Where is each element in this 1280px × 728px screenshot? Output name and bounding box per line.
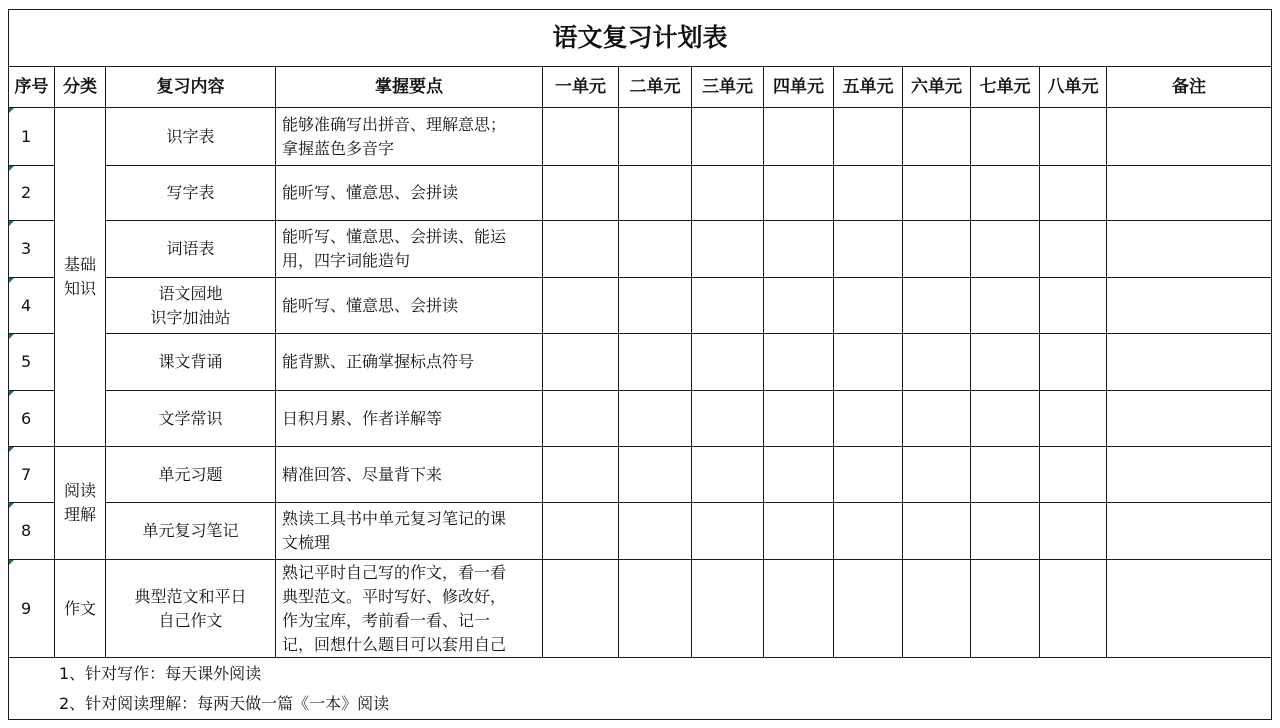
unit-cell[interactable] xyxy=(1040,108,1107,166)
cell-marker-icon xyxy=(9,334,14,339)
unit-cell[interactable] xyxy=(692,503,764,560)
category-line: 知识 xyxy=(63,279,96,298)
unit-cell[interactable] xyxy=(619,278,692,334)
header-unit-2: 二单元 xyxy=(619,67,692,108)
header-seq: 序号 xyxy=(9,67,55,108)
content-line: 课文背诵 xyxy=(158,352,223,371)
unit-cell[interactable] xyxy=(903,391,971,447)
seq-cell[interactable] xyxy=(9,334,55,391)
points-line: 用，四字词能造句 xyxy=(282,251,411,270)
unit-cell[interactable] xyxy=(619,108,692,166)
unit-cell[interactable] xyxy=(764,391,834,447)
unit-cell[interactable] xyxy=(834,221,903,278)
header-category: 分类 xyxy=(55,67,106,108)
points-cell[interactable] xyxy=(276,334,543,391)
remarks-cell[interactable] xyxy=(1107,108,1272,166)
table-row xyxy=(9,503,1272,560)
category-line: 基础 xyxy=(63,255,96,274)
unit-cell[interactable] xyxy=(971,391,1040,447)
unit-cell[interactable] xyxy=(543,221,619,278)
category-reading[interactable] xyxy=(55,447,106,560)
unit-cell[interactable] xyxy=(543,166,619,221)
content-cell[interactable] xyxy=(106,391,276,447)
header-unit-4: 四单元 xyxy=(764,67,834,108)
points-cell[interactable] xyxy=(276,108,543,166)
unit-cell[interactable] xyxy=(692,278,764,334)
seq-cell[interactable] xyxy=(9,391,55,447)
unit-cell[interactable] xyxy=(971,166,1040,221)
unit-cell[interactable] xyxy=(971,108,1040,166)
header-unit-5: 五单元 xyxy=(834,67,903,108)
points-cell[interactable] xyxy=(276,447,543,503)
content-line: 识字表 xyxy=(166,126,215,146)
content-line: 识字加油站 xyxy=(150,307,231,327)
content-line: 词语表 xyxy=(166,239,215,258)
unit-cell[interactable] xyxy=(971,503,1040,560)
header-content: 复习内容 xyxy=(106,67,276,108)
unit-cell[interactable] xyxy=(692,166,764,221)
content-cell[interactable] xyxy=(106,447,276,503)
unit-cell[interactable] xyxy=(692,108,764,166)
points-clip xyxy=(282,561,538,657)
unit-cell[interactable] xyxy=(543,108,619,166)
unit-cell[interactable] xyxy=(1040,391,1107,447)
content-line: 语文园地 xyxy=(158,283,223,303)
table-row xyxy=(9,391,1272,447)
points-line: 能听写、懂意思、会拼读 xyxy=(282,183,459,202)
table-row xyxy=(9,221,1272,278)
unit-cell[interactable] xyxy=(619,503,692,560)
points-line: 记，回想什么题目可以套用自己 xyxy=(282,634,507,654)
notes-cell[interactable] xyxy=(9,658,1272,720)
unit-cell[interactable] xyxy=(543,503,619,560)
header-points: 掌握要点 xyxy=(276,67,543,108)
unit-cell[interactable] xyxy=(619,560,692,658)
table-row xyxy=(9,447,1272,503)
points-line: 典型范文。平时写好、修改好， xyxy=(282,586,507,606)
seq-cell[interactable] xyxy=(9,447,55,503)
content-cell[interactable] xyxy=(106,108,276,166)
unit-cell[interactable] xyxy=(543,278,619,334)
header-unit-6: 六单元 xyxy=(903,67,971,108)
remarks-cell[interactable] xyxy=(1107,391,1272,447)
unit-cell[interactable] xyxy=(764,503,834,560)
seq-cell[interactable] xyxy=(9,560,55,658)
seq-cell[interactable] xyxy=(9,278,55,334)
unit-cell[interactable] xyxy=(903,447,971,503)
table-row xyxy=(9,166,1272,221)
header-remarks: 备注 xyxy=(1107,67,1272,108)
table-row xyxy=(9,278,1272,334)
content-line: 典型范文和平日 xyxy=(134,586,247,606)
seq-cell[interactable] xyxy=(9,166,55,221)
unit-cell[interactable] xyxy=(1040,334,1107,391)
unit-cell[interactable] xyxy=(1040,447,1107,503)
review-plan-table xyxy=(8,9,1272,720)
table-row xyxy=(9,334,1272,391)
content-cell[interactable] xyxy=(106,221,276,278)
unit-cell[interactable] xyxy=(1040,560,1107,658)
unit-cell[interactable] xyxy=(1040,166,1107,221)
note-line: 1、针对写作：每天课外阅读 xyxy=(59,663,262,683)
unit-cell[interactable] xyxy=(1040,503,1107,560)
header-unit-3: 三单元 xyxy=(692,67,764,108)
cell-marker-icon xyxy=(9,278,14,283)
remarks-cell[interactable] xyxy=(1107,560,1272,658)
cell-marker-icon xyxy=(9,221,14,226)
points-line: 作为宝库，考前看一看、记一 xyxy=(282,610,491,630)
cell-marker-icon xyxy=(9,108,14,113)
content-cell[interactable] xyxy=(106,278,276,334)
unit-cell[interactable] xyxy=(692,560,764,658)
content-line: 单元复习笔记 xyxy=(142,521,239,540)
cell-marker-icon xyxy=(9,447,14,452)
unit-cell[interactable] xyxy=(543,447,619,503)
category-basic[interactable] xyxy=(55,108,106,447)
seq-cell[interactable] xyxy=(9,108,55,166)
content-cell[interactable] xyxy=(106,166,276,221)
header-unit-7: 七单元 xyxy=(971,67,1040,108)
content-line: 单元习题 xyxy=(158,464,223,484)
points-cell[interactable] xyxy=(276,166,543,221)
unit-cell[interactable] xyxy=(692,334,764,391)
seq-number: 9 xyxy=(21,598,32,618)
seq-number: 5 xyxy=(21,352,32,371)
seq-cell[interactable] xyxy=(9,221,55,278)
points-cell[interactable] xyxy=(276,391,543,447)
points-line: 拿握蓝色多音字 xyxy=(282,138,395,158)
seq-number: 2 xyxy=(21,183,32,202)
unit-cell[interactable] xyxy=(619,391,692,447)
cell-marker-icon xyxy=(9,560,14,565)
seq-number: 6 xyxy=(21,408,32,428)
unit-cell[interactable] xyxy=(971,278,1040,334)
cell-marker-icon xyxy=(9,503,14,508)
unit-cell[interactable] xyxy=(692,447,764,503)
points-cell[interactable] xyxy=(276,221,543,278)
points-line: 文梳理 xyxy=(282,533,331,552)
unit-cell[interactable] xyxy=(903,278,971,334)
notes-row xyxy=(9,658,1272,720)
points-line: 熟记平时自己写的作文，看一看 xyxy=(282,562,507,582)
seq-number: 8 xyxy=(21,521,32,540)
unit-cell[interactable] xyxy=(834,278,903,334)
unit-cell[interactable] xyxy=(764,560,834,658)
unit-cell[interactable] xyxy=(543,560,619,658)
unit-cell[interactable] xyxy=(971,221,1040,278)
table-title: 语文复习计划表 xyxy=(9,10,1272,67)
category-line: 阅读 xyxy=(63,481,96,500)
note-line: 2、针对阅读理解：每两天做一篇《一本》阅读 xyxy=(59,693,390,713)
content-cell[interactable] xyxy=(106,560,276,658)
content-cell[interactable] xyxy=(106,334,276,391)
category-writing[interactable] xyxy=(55,560,106,658)
points-line: 能够准确写出拼音、理解意思； xyxy=(282,114,507,134)
unit-cell[interactable] xyxy=(1040,278,1107,334)
points-line: 日积月累、作者详解等 xyxy=(282,408,443,428)
unit-cell[interactable] xyxy=(903,166,971,221)
unit-cell[interactable] xyxy=(834,560,903,658)
cell-marker-icon xyxy=(9,391,14,396)
table-row xyxy=(9,108,1272,166)
seq-number: 3 xyxy=(21,239,32,258)
remarks-cell[interactable] xyxy=(1107,503,1272,560)
cell-marker-icon xyxy=(9,166,14,171)
unit-cell[interactable] xyxy=(834,447,903,503)
remarks-cell[interactable] xyxy=(1107,447,1272,503)
unit-cell[interactable] xyxy=(834,334,903,391)
unit-cell[interactable] xyxy=(834,503,903,560)
points-lines xyxy=(282,561,506,657)
unit-cell[interactable] xyxy=(619,221,692,278)
category-line: 作文 xyxy=(63,598,96,618)
unit-cell[interactable] xyxy=(834,391,903,447)
content-line: 写字表 xyxy=(166,183,215,202)
content-line: 自己作文 xyxy=(158,610,223,630)
header-unit-8: 八单元 xyxy=(1040,67,1107,108)
unit-cell[interactable] xyxy=(692,391,764,447)
table-row xyxy=(9,560,1272,658)
seq-cell[interactable] xyxy=(9,503,55,560)
header-row xyxy=(9,67,1272,108)
unit-cell[interactable] xyxy=(764,447,834,503)
unit-cell[interactable] xyxy=(971,447,1040,503)
unit-cell[interactable] xyxy=(834,166,903,221)
points-line: 能背默、正确掌握标点符号 xyxy=(282,352,475,371)
remarks-cell[interactable] xyxy=(1107,334,1272,391)
unit-cell[interactable] xyxy=(764,278,834,334)
points-cell[interactable] xyxy=(276,560,543,658)
seq-number: 1 xyxy=(21,126,32,146)
unit-cell[interactable] xyxy=(903,560,971,658)
header-unit-1: 一单元 xyxy=(543,67,619,108)
unit-cell[interactable] xyxy=(692,221,764,278)
points-cell[interactable] xyxy=(276,278,543,334)
content-cell[interactable] xyxy=(106,503,276,560)
unit-cell[interactable] xyxy=(971,560,1040,658)
unit-cell[interactable] xyxy=(903,334,971,391)
unit-cell[interactable] xyxy=(903,503,971,560)
remarks-cell[interactable] xyxy=(1107,221,1272,278)
remarks-cell[interactable] xyxy=(1107,166,1272,221)
points-cell[interactable] xyxy=(276,503,543,560)
unit-cell[interactable] xyxy=(764,221,834,278)
points-line: 能听写、懂意思、会拼读、能运 xyxy=(282,227,507,246)
unit-cell[interactable] xyxy=(971,334,1040,391)
unit-cell[interactable] xyxy=(543,391,619,447)
unit-cell[interactable] xyxy=(764,166,834,221)
seq-number: 4 xyxy=(21,295,32,315)
unit-cell[interactable] xyxy=(619,334,692,391)
content-line: 文学常识 xyxy=(158,408,223,428)
unit-cell[interactable] xyxy=(834,108,903,166)
unit-cell[interactable] xyxy=(764,334,834,391)
points-line: 精准回答、尽量背下来 xyxy=(282,464,443,484)
unit-cell[interactable] xyxy=(903,221,971,278)
unit-cell[interactable] xyxy=(619,166,692,221)
unit-cell[interactable] xyxy=(903,108,971,166)
points-line: 能听写、懂意思、会拼读 xyxy=(282,295,459,315)
unit-cell[interactable] xyxy=(619,447,692,503)
seq-number: 7 xyxy=(21,464,32,484)
unit-cell[interactable] xyxy=(543,334,619,391)
unit-cell[interactable] xyxy=(764,108,834,166)
points-line: 熟读工具书中单元复习笔记的课 xyxy=(282,509,507,528)
unit-cell[interactable] xyxy=(1040,221,1107,278)
remarks-cell[interactable] xyxy=(1107,278,1272,334)
category-line: 理解 xyxy=(63,505,96,524)
